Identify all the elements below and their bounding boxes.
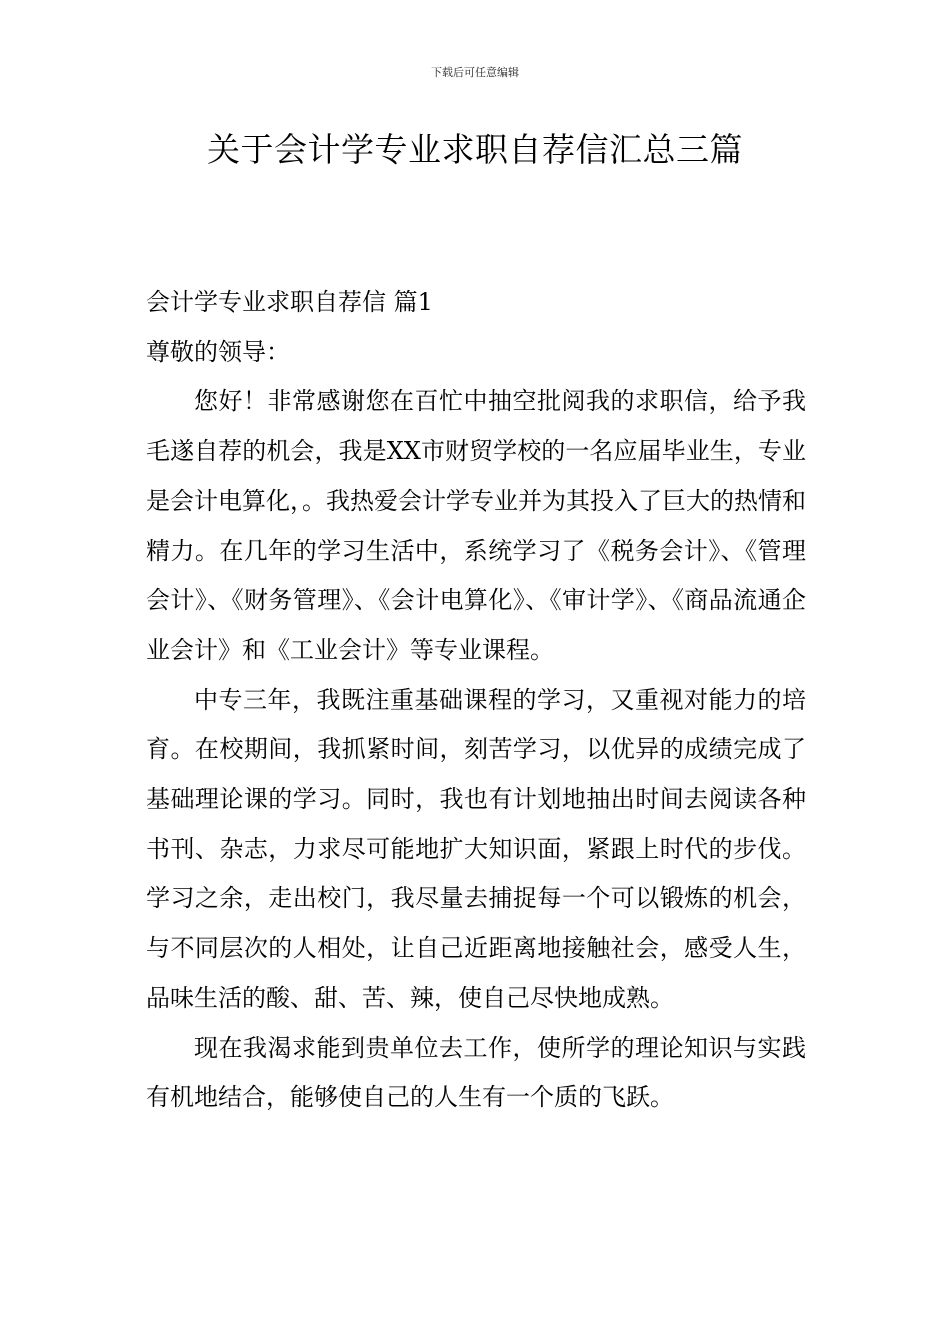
document-body xyxy=(146,278,806,1123)
paragraph-intro: 您好！非常感谢您在百忙中抽空批阅我的求职信，给予我毛遂自荐的机会，我是XX市财贸学校的一名应届毕业生，专业是会计电算化，。我热爱会计学专业并为其投入了巨大的热情和精力。在几年的学习生活中，系统学习了《税务会计》、《管理会计》、《财务管理》、《会计电算化》、《审计学》、《商品流通企业会计》和《工业会计》等专业课程。 xyxy=(146,387,806,664)
paragraph-study: 中专三年，我既注重基础课程的学习，又重视对能力的培育。在校期间，我抓紧时间，刻苦学习，以优异的成绩完成了基础理论课的学习。同时，我也有计划地抽出时间去阅读各种书刊、杂志，力求尽可能地扩大知识面，紧跟上时代的步伐。学习之余，走出校门，我尽量去捕捉每一个可以锻炼的机会，与不同层次的人相处，让自己近距离地接触社会，感受人生，品味生活的酸、甜、苦、辣，使自己尽快地成熟。 xyxy=(146,685,806,1012)
document-title: 关于会计学专业求职自荐信汇总三篇 xyxy=(207,130,743,169)
salutation: 尊敬的领导： xyxy=(146,337,290,366)
section-heading: 会计学专业求职自荐信 篇1 xyxy=(146,288,433,316)
paragraph-aspiration: 现在我渴求能到贵单位去工作，使所学的理论知识与实践有机地结合，能够使自己的人生有一个质的飞跃。 xyxy=(146,1033,806,1112)
header-note: 下载后可任意编辑 xyxy=(431,66,519,79)
